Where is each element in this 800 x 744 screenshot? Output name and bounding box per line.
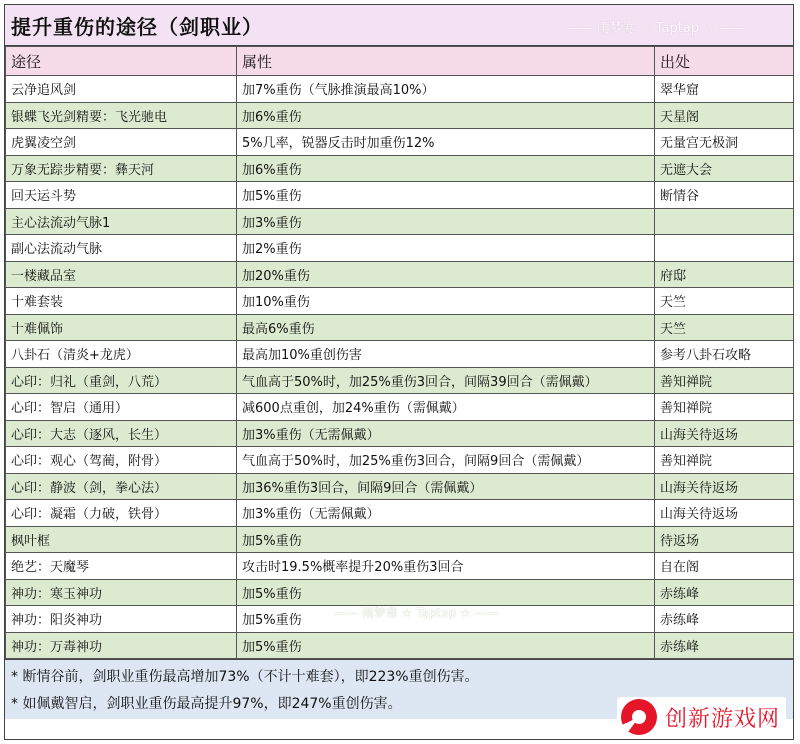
cell-attribute: 减600点重创，加24%重伤（需佩戴） [237,394,655,421]
table-row [6,314,794,341]
table-header-row [6,47,794,76]
table-row [6,632,794,659]
brand-logo-badge [617,697,786,737]
cell-source: 天竺 [655,288,794,315]
table-row [6,420,794,447]
cell-path: 绝艺：天魔琴 [6,553,237,580]
table-row [6,235,794,262]
watermark-top: —— 雨梦寒 ☆ Taptap ☆ —— [566,21,745,36]
table-row [6,182,794,209]
table-row [6,473,794,500]
cell-attribute: 加6%重伤 [237,102,655,129]
cell-attribute: 5%几率，锐器反击时加重伤12% [237,129,655,156]
cell-path: 主心法流动气脉1 [6,208,237,235]
cell-path: 神功：万毒神功 [6,632,237,659]
cell-attribute: 加10%重伤 [237,288,655,315]
cell-attribute: 加3%重伤（无需佩戴） [237,420,655,447]
cell-source: 天星阁 [655,102,794,129]
cell-attribute: 加5%重伤 [237,526,655,553]
table-row [6,288,794,315]
cell-source: 赤练峰 [655,632,794,659]
cell-source: 山海关待返场 [655,500,794,527]
cell-path: 神功：阳炎神功 [6,606,237,633]
cell-path: 心印：凝霜（力破，铁骨） [6,500,237,527]
cell-attribute: 加6%重伤 [237,155,655,182]
cell-attribute: 加2%重伤 [237,235,655,262]
infographic-sheet [4,4,794,740]
cell-path: 虎翼凌空剑 [6,129,237,156]
page-title: 提升重伤的途径（剑职业） [11,14,263,39]
table-row [6,129,794,156]
cell-attribute: 气血高于50%时，加25%重伤3回合，间隔9回合（需佩戴） [237,447,655,474]
cell-path: 心印：静波（剑，拳心法） [6,473,237,500]
cell-source [655,208,794,235]
cell-source: 自在阁 [655,553,794,580]
cell-path: 心印：智启（通用） [6,394,237,421]
table-row [6,500,794,527]
cell-source: 待返场 [655,526,794,553]
cell-path: 一楼藏品室 [6,261,237,288]
cell-attribute: 加5%重伤 [237,182,655,209]
cell-source: 山海关待返场 [655,420,794,447]
note-line: * 如佩戴智启，剑职业重伤最高提升97%，即247%重创伤害。 [11,696,402,712]
table-row [6,367,794,394]
title-bar [5,5,793,46]
header-path: 途径 [6,47,237,76]
cell-source: 赤练峰 [655,606,794,633]
cell-path: 心印：归礼（重剑，八荒） [6,367,237,394]
cell-attribute: 加36%重伤3回合，间隔9回合（需佩戴） [237,473,655,500]
cell-source: 无量宫无极洞 [655,129,794,156]
table-row [6,526,794,553]
cell-path: 十难佩饰 [6,314,237,341]
cell-attribute: 攻击时19.5%概率提升20%重伤3回合 [237,553,655,580]
brand-name: 创新游戏网 [664,706,780,732]
cell-source [655,235,794,262]
cell-source: 善知禅院 [655,367,794,394]
cell-source: 无遮大会 [655,155,794,182]
cell-attribute: 气血高于50%时，加25%重伤3回合，间隔39回合（需佩戴） [237,367,655,394]
table-row [6,208,794,235]
cell-attribute: 最高加10%重创伤害 [237,341,655,368]
cell-source: 赤练峰 [655,579,794,606]
cell-path: 银蝶飞光剑精要：飞光驰电 [6,102,237,129]
cell-source: 善知禅院 [655,394,794,421]
cell-source: 参考八卦石攻略 [655,341,794,368]
table-row [6,76,794,103]
watermark-middle: —— 雨梦寒 ☆ Taptap ☆ —— [334,606,499,620]
table-body [6,76,794,659]
cell-source: 断情谷 [655,182,794,209]
cell-path: 副心法流动气脉 [6,235,237,262]
cell-path: 枫叶框 [6,526,237,553]
table-row [6,553,794,580]
cell-attribute: 加5%重伤 [237,606,655,633]
cell-path: 万象无踪步精要：彝天河 [6,155,237,182]
cell-path: 云净追风剑 [6,76,237,103]
header-source: 出处 [655,47,794,76]
cell-attribute: 加5%重伤 [237,632,655,659]
cell-attribute: 加20%重伤 [237,261,655,288]
cell-attribute: 加5%重伤 [237,579,655,606]
cell-path: 心印：观心（驾蔺，附骨） [6,447,237,474]
cell-path: 心印：大志（逐风，长生） [6,420,237,447]
brand-swirl-icon [621,699,657,735]
table-row [6,261,794,288]
cell-attribute: 加3%重伤 [237,208,655,235]
cell-path: 神功：寒玉神功 [6,579,237,606]
cell-source: 翠华窟 [655,76,794,103]
cell-source: 府邸 [655,261,794,288]
header-attribute: 属性 [237,47,655,76]
cell-source: 天竺 [655,314,794,341]
table-row [6,102,794,129]
cell-attribute: 加7%重伤（气脉推演最高10%） [237,76,655,103]
cell-attribute: 最高6%重伤 [237,314,655,341]
table-row [6,579,794,606]
table-row [6,341,794,368]
cell-path: 八卦石（清炎+龙虎） [6,341,237,368]
sources-table [5,46,794,659]
cell-path: 回天运斗势 [6,182,237,209]
table-row [6,155,794,182]
table-row [6,394,794,421]
note-line: * 断情谷前，剑职业重伤最高增加73%（不计十难套），即223%重创伤害。 [11,669,479,685]
cell-source: 善知禅院 [655,447,794,474]
cell-path: 十难套装 [6,288,237,315]
table-row [6,447,794,474]
cell-source: 山海关待返场 [655,473,794,500]
cell-attribute: 加3%重伤（无需佩戴） [237,500,655,527]
